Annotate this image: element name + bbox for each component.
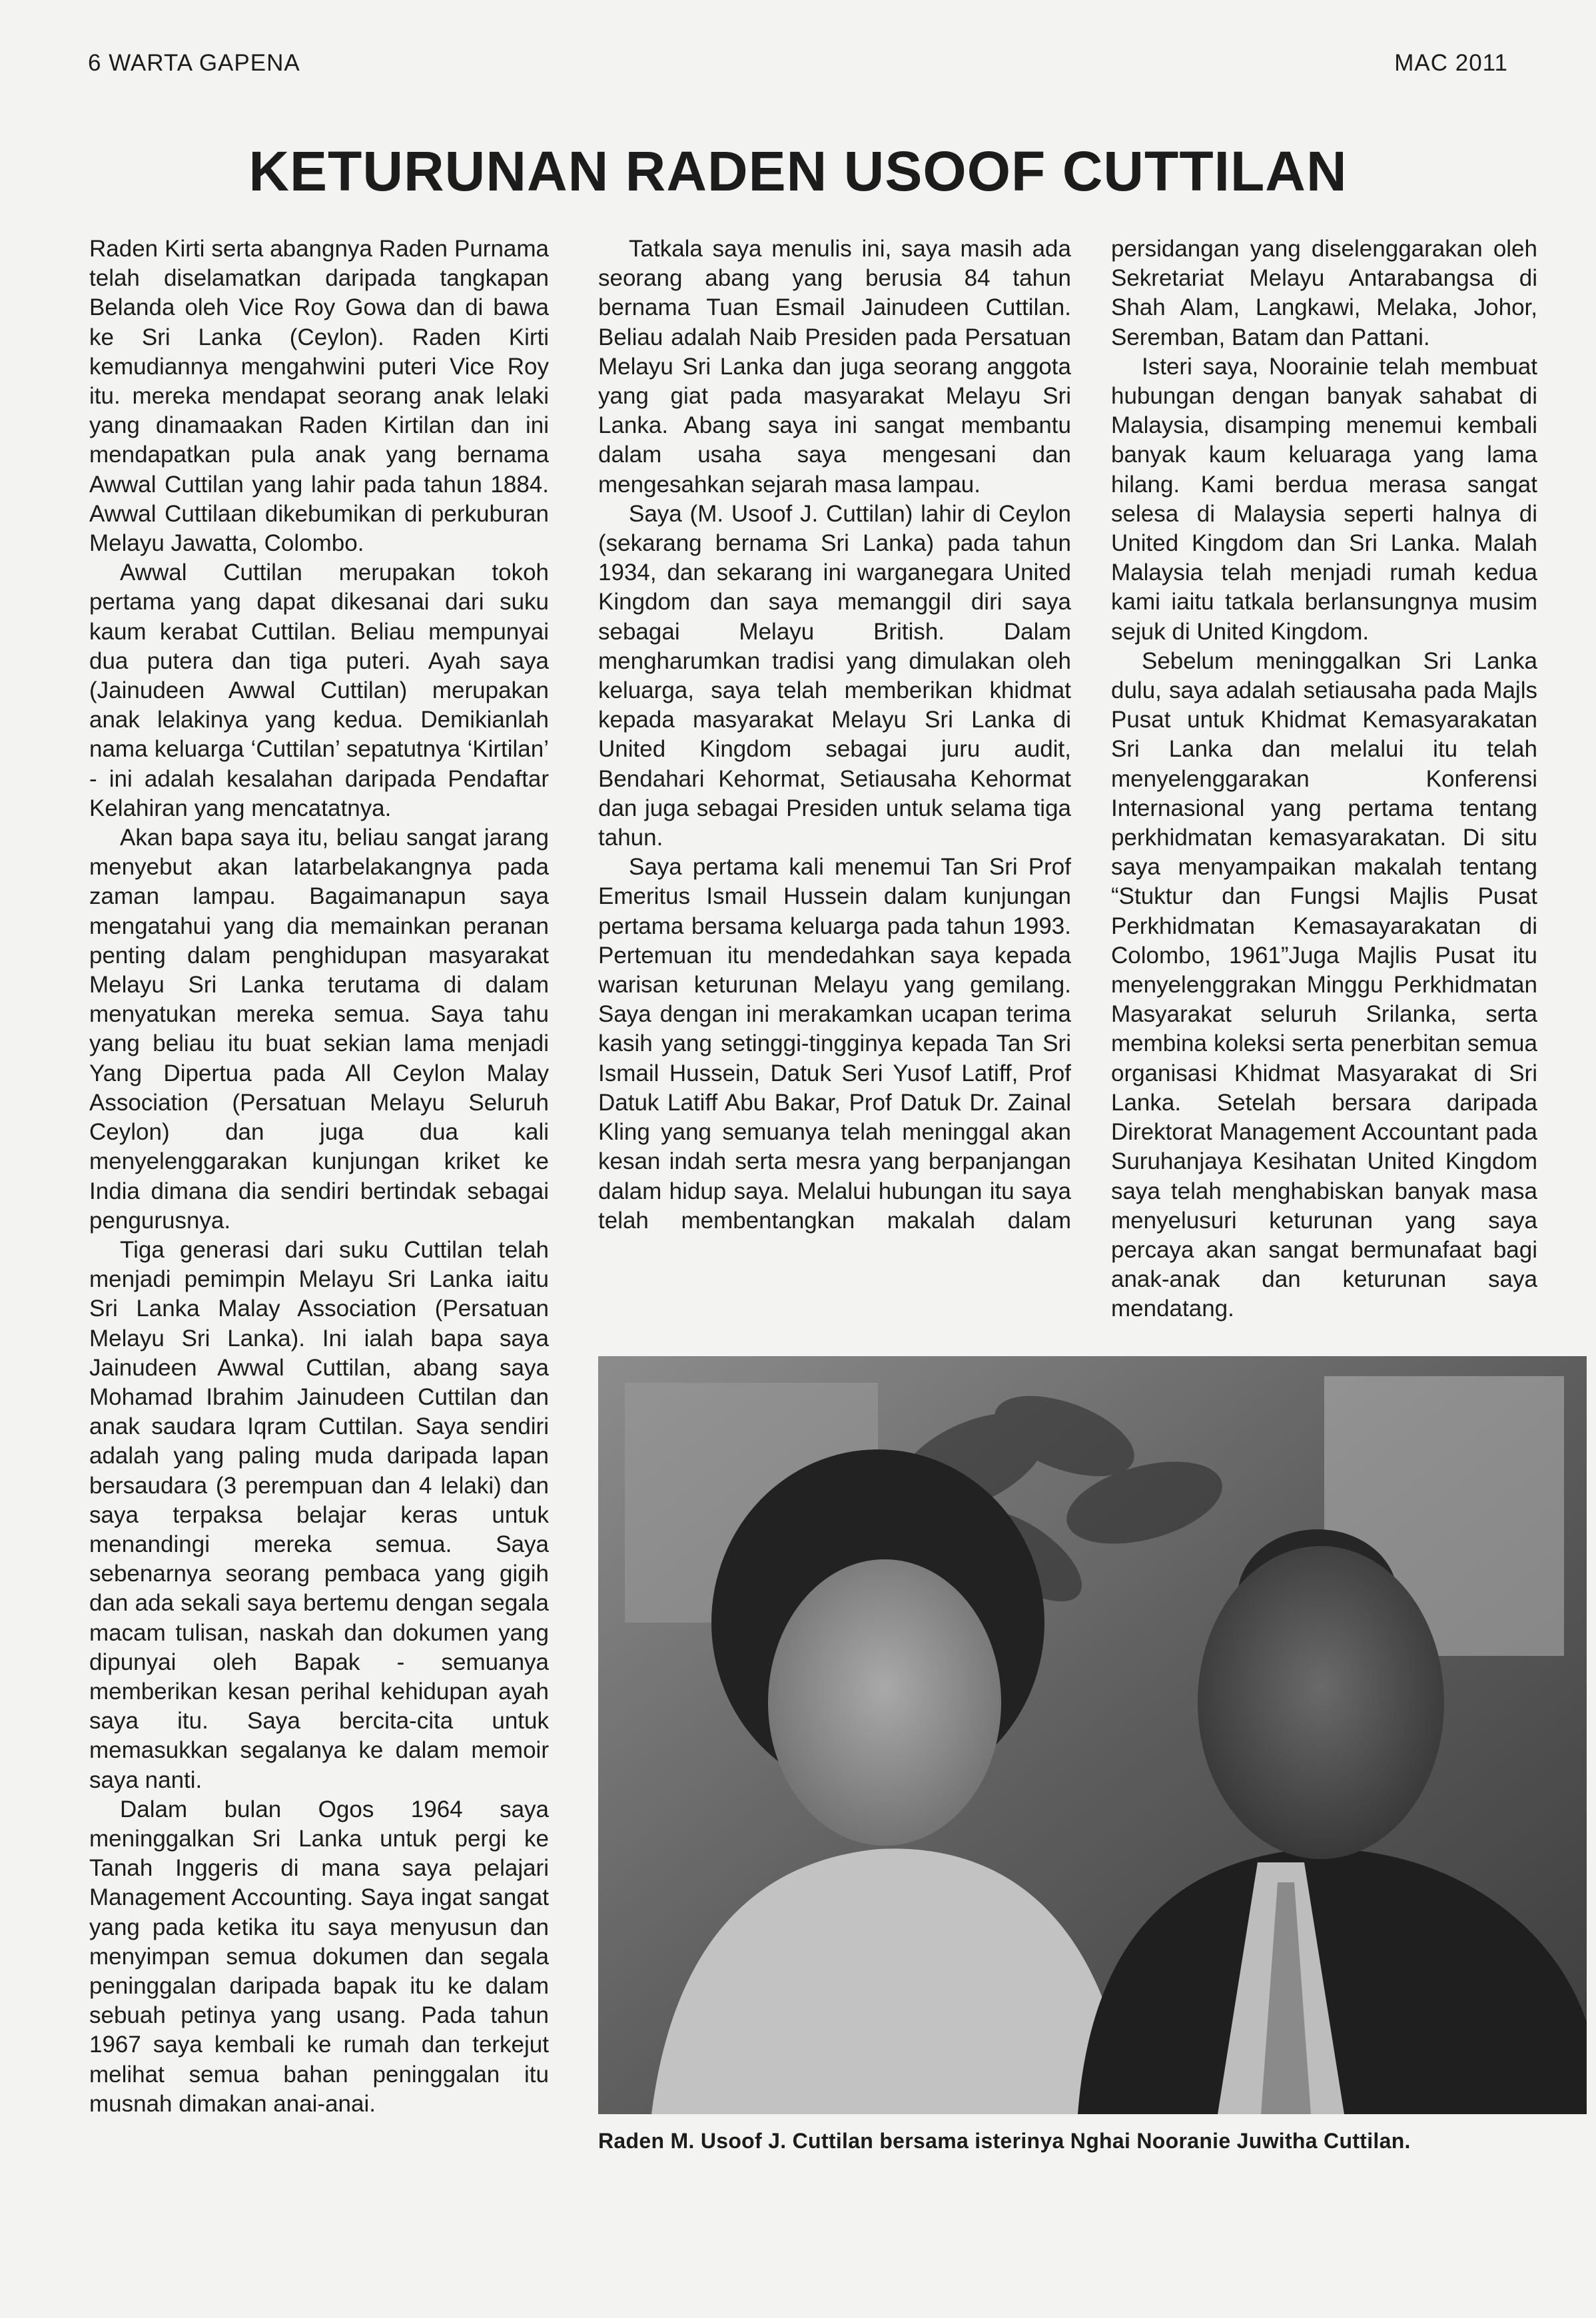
text-column-1 <box>89 234 549 2119</box>
paragraph: Saya pertama kali menemui Tan Sri Prof Emeritus Ismail Hussein dalam kunjungan pertama bersama keluarga pada tahun 1993. Pertemuan itu mendedahkan saya kepada warisan keturunan Melayu yang gemilang. Saya dengan ini merakamkan ucapan terima kasih yang setinggi-tingginya kepada Tan Sri Ismail Hussein, Datuk Seri Yusof Latiff, Prof Datuk Latiff Abu Bakar, Prof Datuk Dr. Zainal Kling yang semuanya telah meninggal akan kesan indah serta mesra yang berpanjangan dalam hidup saya. Melalui hubungan itu saya telah membentangkan makalah dalam <box>598 854 1071 1234</box>
couple-photo <box>598 1356 1587 2114</box>
issue-date: MAC 2011 <box>1394 50 1508 76</box>
paragraph: Raden Kirti serta abangnya Raden Purnama telah diselamatkan daripada tangkapan Belanda oleh Vice Roy Gowa dan di bawa ke Sri Lanka (Ceylon). Raden Kirti kemudiannya mengahwini puteri Vice Roy itu. mereka mendapat seorang anak lelaki yang dinamaakan Raden Kirtilan dan ini mendapatkan pula anak yang bernama Awwal Cuttilan yang lahir pada tahun 1884. Awwal Cuttilaan dikebumikan di perkuburan Melayu Jawatta, Colombo. <box>89 236 549 557</box>
paragraph: Tatkala saya menulis ini, saya masih ada seorang abang yang berusia 84 tahun bernama Tuan Esmail Jainudeen Cuttilan. Beliau adalah Naib Presiden pada Persatuan Melayu Sri Lanka dan juga seorang anggota yang giat pada masyarakat Melayu Sri Lanka. Abang saya ini sangat membantu dalam usaha saya mengesani dan mengesahkan sejarah masa lampau. <box>598 236 1071 498</box>
text-column-3 <box>1111 234 1537 1324</box>
paragraph: Akan bapa saya itu, beliau sangat jarang menyebut akan latarbelakangnya pada zaman lampau. Bagaimanapun saya mengatahui yang dia memainkan peranan penting dalam penghidupan masyarakat Melayu Sri Lanka terutama di dalam menyatukan mereka semua. Saya tahu yang beliau itu buat sekian lama menjadi Yang Dipertua pada All Ceylon Malay Association (Persatuan Melayu Seluruh Ceylon) dan juga dua kali menyelenggarakan kunjungan kriket ke India dimana dia sendiri bertindak sebagai pengurusnya. <box>89 825 549 1234</box>
page-number-publication: 6 WARTA GAPENA <box>88 50 300 76</box>
article-title: KETURUNAN RADEN USOOF CUTTILAN <box>248 140 1348 202</box>
paragraph: Sebelum meninggalkan Sri Lanka dulu, saya adalah setiausaha pada Majls Pusat untuk Khidmat Kemasyarakatan Sri Lanka dan melalui itu telah menyelenggarakan Konferensi Internasional yang pertama tentang perkhidmatan kemasyarakatan. Di situ saya menyampaikan makalah tentang “Stuktur dan Fungsi Majlis Pusat Perkhidmatan Kemasayarakatan di Colombo, 1961”Juga Majlis Pusat itu menyelenggrakan Minggu Perkhidmatan Masyarakat seluruh Srilanka, serta membina koleksi serta penerbitan semua organisasi Khidmat Masyarakat di Sri Lanka. Setelah bersara daripada Direktorat Management Accountant pada Suruhanjaya Kesihatan United Kingdom saya telah menghabiskan banyak masa menyelusuri keturunan yang saya percaya akan sangat bermunafaat bagi anak-anak dan keturunan saya mendatang. <box>1111 647 1537 1322</box>
text-column-2 <box>598 234 1071 1236</box>
paragraph: Awwal Cuttilan merupakan tokoh pertama yang dapat dikesanai dari suku kaum kerabat Cuttilan. Beliau mempunyai dua putera dan tiga puteri. Ayah saya (Jainudeen Awwal Cuttilan) merupakan anak lelakinya yang kedua. Demikianlah nama keluarga ‘Cuttilan’ sepatutnya ‘Kirtilan’ - ini adalah kesalahan daripada Pendaftar Kelahiran yang mencatatnya. <box>89 560 549 821</box>
paragraph: Tiga generasi dari suku Cuttilan telah menjadi pemimpin Melayu Sri Lanka iaitu Sri Lanka Malay Association (Persatuan Melayu Sri Lanka). Ini ialah bapa saya Jainudeen Awwal Cuttilan, abang saya Mohamad Ibrahim Jainudeen Cuttilan dan anak saudara Iqram Cuttilan. Saya sendiri adalah yang paling muda daripada lapan bersaudara (3 perempuan dan 4 lelaki) dan saya terpaksa belajar keras untuk menandingi mereka semua. Saya sebenarnya seorang pembaca yang gigih dan ada sekali saya bertemu dengan segala macam tulisan, naskah dan dokumen yang dipunyai oleh Bapak - semuanya memberikan kesan perihal kehidupan ayah saya itu. Saya bercita-cita untuk memasukkan segalanya ke dalam memoir saya nanti. <box>89 1236 549 1793</box>
paragraph: Isteri saya, Noorainie telah membuat hubungan dengan banyak sahabat di Malaysia, disamping menemui kembali banyak kaum keluaraga yang lama hilang. Kami berdua merasa sangat selesa di Malaysia seperti halnya di United Kingdom dan Sri Lanka. Malah Malaysia telah menjadi rumah kedua kami iaitu tatkala berlansungnya musim sejuk di United Kingdom. <box>1111 353 1537 645</box>
portrait-illustration <box>598 1356 1587 2114</box>
running-head <box>88 47 1508 80</box>
paragraph: Dalam bulan Ogos 1964 saya meninggalkan Sri Lanka untuk pergi ke Tanah Inggeris di mana saya pelajari Management Accounting. Saya ingat sangat yang pada ketika itu saya menyusun dan menyimpan semua dokumen dan segala peninggalan daripada bapak itu ke dalam sebuah petinya yang usang. Pada tahun 1967 saya kembali ke rumah dan terkejut melihat semua bahan peninggalan itu musnah dimakan anai-anai. <box>89 1796 549 2117</box>
paragraph: Saya (M. Usoof J. Cuttilan) lahir di Ceylon (sekarang bernama Sri Lanka) pada tahun 1934, dan sekarang ini warganegara United Kingdom dan saya memanggil diri saya sebagai Melayu British. Dalam mengharumkan tradisi yang dimulakan oleh keluarga, saya telah memberikan khidmat kepada masyarakat Melayu Sri Lanka di United Kingdom sebagai juru audit, Bendahari Kehormat, Setiausaha Kehormat dan juga sebagai Presiden untuk selama tiga tahun. <box>598 500 1071 851</box>
paragraph: persidangan yang diselenggarakan oleh Sekretariat Melayu Antarabangsa di Shah Alam, Langkawi, Melaka, Johor, Seremban, Batam dan Pattani. <box>1111 236 1537 350</box>
photo-caption: Raden M. Usoof J. Cuttilan bersama isterinya Nghai Nooranie Juwitha Cuttilan. <box>598 2129 1411 2153</box>
